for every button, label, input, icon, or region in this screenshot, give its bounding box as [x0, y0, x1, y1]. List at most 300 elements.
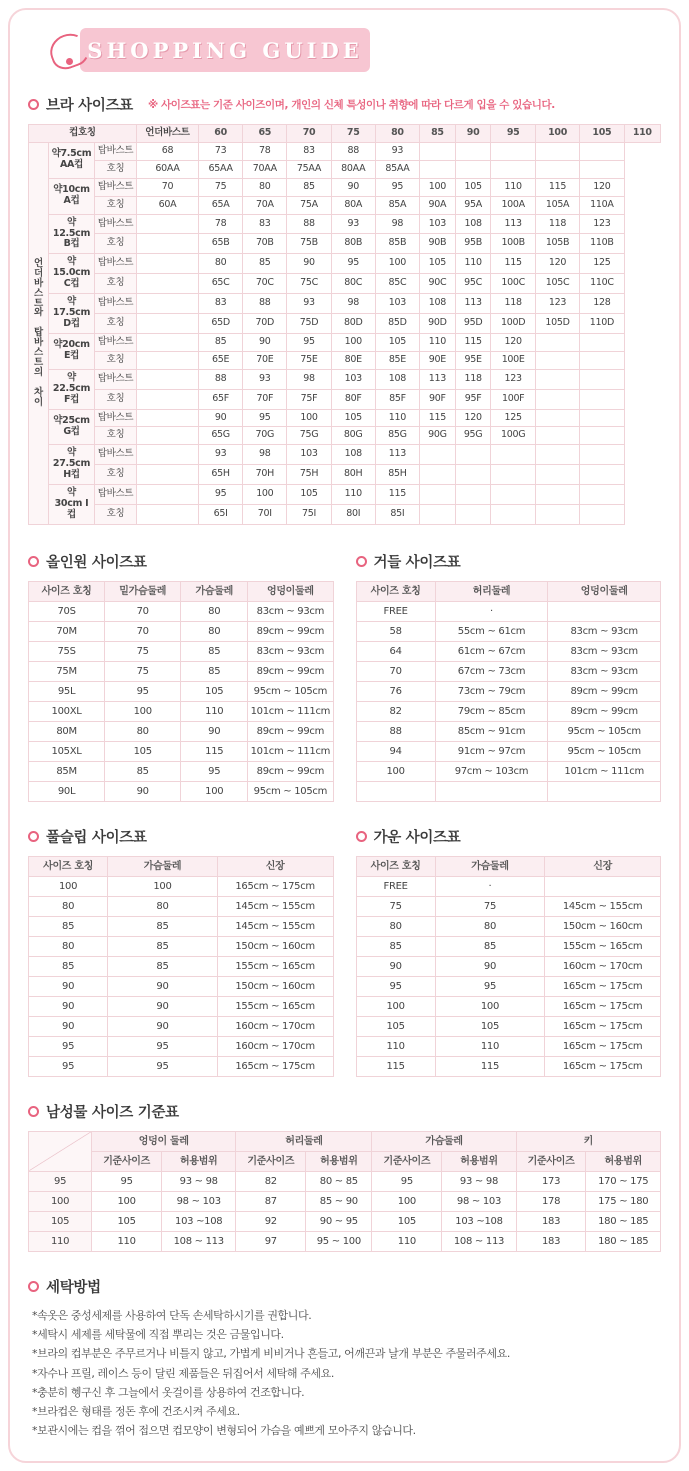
topbust-value-cell: 113 [420, 369, 456, 389]
table-cell [548, 781, 661, 801]
table-cell: 95 [108, 1036, 218, 1056]
cup-label-cell: 약17.5cm D컵 [49, 294, 95, 334]
topbust-value-cell: 118 [535, 214, 579, 234]
table-cell: 95cm ~ 105cm [548, 721, 661, 741]
table-cell: 110 [356, 1036, 435, 1056]
topbust-value-cell: 95 [375, 178, 419, 196]
table-cell: 95cm ~ 105cm [248, 781, 333, 801]
code-value-cell [580, 505, 624, 525]
table-row [29, 125, 661, 143]
table-cell: 101cm ~ 111cm [248, 701, 333, 721]
table-cell: 89cm ~ 99cm [248, 621, 333, 641]
code-value-cell [137, 427, 199, 445]
table-cell: 180 ~ 185 [586, 1231, 661, 1251]
bra-size-section [28, 94, 661, 525]
topbust-value-cell [580, 485, 624, 505]
code-label-cell: 호칭 [95, 427, 137, 445]
table-cell: 90 [435, 956, 545, 976]
topbust-value-cell: 103 [420, 214, 456, 234]
table-cell [435, 781, 548, 801]
sub-header: 기준사이즈 [516, 1151, 586, 1171]
girdle-title: 거들 사이즈표 [373, 554, 461, 571]
table-cell: 90 [181, 721, 248, 741]
code-value-cell: 75B [287, 234, 331, 254]
table-header-row [29, 856, 334, 876]
table-cell: 87 [236, 1191, 306, 1211]
table-cell: 91cm ~ 97cm [435, 741, 548, 761]
table-row [29, 1191, 661, 1211]
bra-size-title: 브라 사이즈표 [46, 98, 133, 114]
table-cell: 160cm ~ 170cm [545, 956, 661, 976]
topbust-label-cell: 탑바스트 [95, 254, 137, 274]
code-value-cell: 90E [420, 351, 456, 369]
table-row [29, 160, 661, 178]
table-cell: 85 [108, 916, 218, 936]
topbust-value-cell: 78 [243, 142, 287, 160]
topbust-value-cell [137, 333, 199, 351]
topbust-value-cell: 85 [243, 254, 287, 274]
code-value-cell: 85G [375, 427, 419, 445]
table-row [29, 369, 661, 389]
topbust-value-cell: 100 [420, 178, 456, 196]
code-label-cell: 호칭 [95, 505, 137, 525]
code-value-cell: 95C [455, 274, 491, 294]
table-cell [545, 876, 661, 896]
table-row [29, 294, 661, 314]
table-cell: 80 [435, 916, 545, 936]
code-value-cell [491, 160, 535, 178]
table-cell: 80 [29, 896, 108, 916]
table-cell: 100 [92, 1191, 162, 1211]
table-header-row [356, 856, 661, 876]
topbust-value-cell [535, 333, 579, 351]
code-value-cell: 85A [375, 196, 419, 214]
table-row [29, 761, 334, 781]
table-row [29, 876, 334, 896]
code-value-cell: 75E [287, 351, 331, 369]
table-cell: 80 ~ 85 [306, 1171, 372, 1191]
table-row [29, 996, 334, 1016]
wash-section [28, 1276, 661, 1441]
table-cell: 80 [181, 601, 248, 621]
table-cell: 165cm ~ 175cm [545, 996, 661, 1016]
code-value-cell [580, 351, 624, 369]
table-row [29, 254, 661, 274]
table-cell: 90 [356, 956, 435, 976]
table-cell: 145cm ~ 155cm [217, 896, 333, 916]
table-row [29, 445, 661, 465]
code-value-cell [455, 465, 491, 485]
code-value-cell [580, 427, 624, 445]
code-label-cell: 호칭 [95, 160, 137, 178]
table-row [29, 956, 334, 976]
column-header: 사이즈 호칭 [29, 856, 108, 876]
code-value-cell: 80I [331, 505, 375, 525]
table-cell: 80 [181, 621, 248, 641]
bust-size-header: 85 [420, 125, 456, 143]
code-value-cell: 100E [491, 351, 535, 369]
code-value-cell [535, 160, 579, 178]
topbust-label-cell: 탑바스트 [95, 485, 137, 505]
topbust-value-cell: 90 [331, 178, 375, 196]
code-value-cell: 80H [331, 465, 375, 485]
table-cell: 110 [372, 1231, 442, 1251]
topbust-value-cell: 105 [455, 178, 491, 196]
wash-heading [28, 1276, 661, 1297]
table-cell: 115 [356, 1056, 435, 1076]
code-value-cell: 70H [243, 465, 287, 485]
table-cell: 88 [356, 721, 435, 741]
table-cell: 145cm ~ 155cm [545, 896, 661, 916]
bra-size-table [28, 124, 661, 525]
code-value-cell: 85D [375, 314, 419, 334]
cup-label-cell: 약27.5cm H컵 [49, 445, 95, 485]
table-cell: 70 [105, 621, 181, 641]
table-cell: 83cm ~ 93cm [548, 621, 661, 641]
topbust-value-cell: 115 [491, 254, 535, 274]
table-cell: 90 ~ 95 [306, 1211, 372, 1231]
topbust-value-cell: 123 [580, 214, 624, 234]
bullet-circle-icon [28, 1281, 39, 1292]
table-cell: 90 [105, 781, 181, 801]
code-value-cell: 90D [420, 314, 456, 334]
table-row [356, 641, 661, 661]
table-cell: 85 [181, 641, 248, 661]
code-value-cell [580, 160, 624, 178]
sub-header: 기준사이즈 [236, 1151, 306, 1171]
wash-instruction-list [32, 1306, 661, 1441]
table-cell: 83cm ~ 93cm [548, 661, 661, 681]
topbust-value-cell: 108 [375, 369, 419, 389]
code-value-cell: 65A [199, 196, 243, 214]
code-value-cell: 105D [535, 314, 579, 334]
table-cell: 155cm ~ 165cm [217, 996, 333, 1016]
table-row [29, 601, 334, 621]
topbust-value-cell [535, 142, 579, 160]
topbust-value-cell [420, 445, 456, 465]
table-row [356, 1016, 661, 1036]
topbust-value-cell: 113 [491, 214, 535, 234]
topbust-value-cell [455, 445, 491, 465]
table-cell: 98 ~ 103 [162, 1191, 236, 1211]
table-cell: 61cm ~ 67cm [435, 641, 548, 661]
code-value-cell [580, 465, 624, 485]
code-value-cell [137, 274, 199, 294]
topbust-label-cell: 탑바스트 [95, 142, 137, 160]
code-value-cell: 65F [199, 389, 243, 409]
table-cell: 105 [356, 1016, 435, 1036]
table-header-row [29, 1131, 661, 1151]
table-cell: 115 [181, 741, 248, 761]
table-row [29, 916, 334, 936]
fullslip-heading [28, 826, 334, 847]
topbust-value-cell: 80 [199, 254, 243, 274]
table-cell: 97cm ~ 103cm [435, 761, 548, 781]
sub-header: 허용범위 [306, 1151, 372, 1171]
code-value-cell: 95G [455, 427, 491, 445]
wash-title: 세탁방법 [46, 1279, 101, 1296]
topbust-value-cell: 120 [580, 178, 624, 196]
table-cell: 89cm ~ 99cm [548, 701, 661, 721]
topbust-value-cell: 95 [331, 254, 375, 274]
vertical-axis-label: 언 더 바 스 트 와 탑 바 스 트 의 차 이 [29, 142, 49, 524]
code-value-cell: 70C [243, 274, 287, 294]
code-value-cell: 105C [535, 274, 579, 294]
code-value-cell [535, 505, 579, 525]
topbust-value-cell: 83 [243, 214, 287, 234]
code-value-cell: 90B [420, 234, 456, 254]
table-cell: 55cm ~ 61cm [435, 621, 548, 641]
table-cell: 70S [29, 601, 105, 621]
topbust-value-cell [580, 333, 624, 351]
topbust-value-cell [535, 485, 579, 505]
topbust-value-cell: 110 [420, 333, 456, 351]
column-header: 가슴둘레 [435, 856, 545, 876]
column-header: 사이즈 호칭 [356, 581, 435, 601]
allinone-section [28, 551, 334, 802]
code-value-cell: 90C [420, 274, 456, 294]
cup-label-cell: 약15.0cm C컵 [49, 254, 95, 294]
table-cell: 80 [108, 896, 218, 916]
bullet-circle-icon [28, 831, 39, 842]
code-value-cell: 70A [243, 196, 287, 214]
table-cell: 85 [435, 936, 545, 956]
code-value-cell: 90F [420, 389, 456, 409]
table-cell: 89cm ~ 99cm [248, 761, 333, 781]
table-cell: 85 [108, 936, 218, 956]
table-row [29, 485, 661, 505]
table-cell: 110 [181, 701, 248, 721]
table-cell: 83cm ~ 93cm [248, 601, 333, 621]
topbust-label-cell: 탑바스트 [95, 409, 137, 427]
table-cell: 175 ~ 180 [586, 1191, 661, 1211]
table-cell: 64 [356, 641, 435, 661]
table-row [29, 234, 661, 254]
table-row [29, 142, 661, 160]
code-value-cell: 105B [535, 234, 579, 254]
topbust-value-cell: 95 [243, 409, 287, 427]
table-cell: 95cm ~ 105cm [248, 681, 333, 701]
topbust-value-cell [420, 485, 456, 505]
column-header: 가슴둘레 [108, 856, 218, 876]
topbust-value-cell: 93 [287, 294, 331, 314]
code-value-cell: 75I [287, 505, 331, 525]
table-row [29, 781, 334, 801]
code-value-cell [137, 505, 199, 525]
table-row [29, 976, 334, 996]
code-value-cell [535, 389, 579, 409]
girdle-heading [356, 551, 662, 572]
code-value-cell: 80E [331, 351, 375, 369]
sub-header: 허용범위 [162, 1151, 236, 1171]
table-row [356, 661, 661, 681]
table-cell: 85 [181, 661, 248, 681]
table-cell: 82 [356, 701, 435, 721]
table-cell: 83cm ~ 93cm [248, 641, 333, 661]
gown-title: 가운 사이즈표 [373, 829, 461, 846]
table-row [356, 1036, 661, 1056]
table-row [29, 214, 661, 234]
code-label-cell: 호칭 [95, 234, 137, 254]
table-cell: 105 [372, 1211, 442, 1231]
code-value-cell: 85AA [375, 160, 419, 178]
group-header: 엉덩이 둘레 [92, 1131, 236, 1151]
topbust-value-cell: 110 [491, 178, 535, 196]
topbust-value-cell: 113 [375, 445, 419, 465]
table-cell: 105 [435, 1016, 545, 1036]
topbust-value-cell: 90 [287, 254, 331, 274]
topbust-value-cell [580, 445, 624, 465]
list-item: *자수나 프릴, 레이스 등이 달린 제품들은 뒤집어서 세탁해 주세요. [32, 1366, 334, 1380]
code-value-cell: 70G [243, 427, 287, 445]
table-cell: 93 ~ 98 [162, 1171, 236, 1191]
code-value-cell [580, 389, 624, 409]
column-header: 신장 [217, 856, 333, 876]
topbust-value-cell: 98 [375, 214, 419, 234]
table-row [29, 505, 661, 525]
table-cell: 160cm ~ 170cm [217, 1016, 333, 1036]
code-value-cell: 70AA [243, 160, 287, 178]
topbust-value-cell: 98 [243, 445, 287, 465]
topbust-value-cell [137, 369, 199, 389]
table-row [356, 621, 661, 641]
code-value-cell: 90G [420, 427, 456, 445]
table-cell: 80 [356, 916, 435, 936]
topbust-value-cell: 100 [331, 333, 375, 351]
table-cell: 75 [356, 896, 435, 916]
table-cell: 100 [372, 1191, 442, 1211]
code-value-cell: 95B [455, 234, 491, 254]
table-cell: 85cm ~ 91cm [435, 721, 548, 741]
allinone-girdle-row [28, 551, 661, 802]
code-value-cell: 65D [199, 314, 243, 334]
topbust-value-cell: 105 [375, 333, 419, 351]
table-cell: 105 [29, 1211, 92, 1231]
list-item: *브라의 컵부분은 주무르거나 비틀지 않고, 가볍게 비비거나 흔들고, 어깨끈과 날개 부분은 주물러주세요. [32, 1347, 510, 1361]
topbust-label-cell: 탑바스트 [95, 445, 137, 465]
topbust-value-cell: 100 [375, 254, 419, 274]
code-value-cell: 110C [580, 274, 624, 294]
table-cell: 85 [29, 916, 108, 936]
table-cell: 85 [29, 956, 108, 976]
list-item: *세탁시 세제를 세탁물에 직접 뿌리는 것은 금물입니다. [32, 1328, 284, 1342]
code-value-cell: 65C [199, 274, 243, 294]
cup-label-cell: 약 30cm I컵 [49, 485, 95, 525]
table-row [356, 936, 661, 956]
column-header: 가슴둘레 [181, 581, 248, 601]
table-row [29, 178, 661, 196]
table-cell: 110 [435, 1036, 545, 1056]
code-value-cell: 80D [331, 314, 375, 334]
code-value-cell: 90A [420, 196, 456, 214]
table-row [29, 896, 334, 916]
table-cell: 100 [181, 781, 248, 801]
topbust-value-cell: 85 [287, 178, 331, 196]
table-cell: 105XL [29, 741, 105, 761]
underbust-header-cell: 언더바스트 [137, 125, 199, 143]
code-value-cell: 95A [455, 196, 491, 214]
cup-label-cell: 약25cm G컵 [49, 409, 95, 445]
code-value-cell: 65H [199, 465, 243, 485]
girdle-size-table [356, 581, 662, 802]
code-value-cell: 70E [243, 351, 287, 369]
table-cell: 105 [105, 741, 181, 761]
topbust-value-cell [491, 445, 535, 465]
table-cell: 150cm ~ 160cm [217, 976, 333, 996]
bullet-circle-icon [28, 556, 39, 567]
topbust-value-cell: 105 [331, 409, 375, 427]
table-cell: 105 [92, 1211, 162, 1231]
code-value-cell: 80C [331, 274, 375, 294]
code-value-cell: 75A [287, 196, 331, 214]
table-cell: 95 ~ 100 [306, 1231, 372, 1251]
table-cell: 95 [92, 1171, 162, 1191]
code-value-cell [137, 351, 199, 369]
table-row [356, 601, 661, 621]
code-value-cell: 75G [287, 427, 331, 445]
bust-size-header: 65 [243, 125, 287, 143]
table-cell: 85 ~ 90 [306, 1191, 372, 1211]
table-cell: 178 [516, 1191, 586, 1211]
topbust-value-cell: 110 [331, 485, 375, 505]
table-cell: 75S [29, 641, 105, 661]
banner-title: SHOPPING GUIDE [87, 37, 363, 63]
topbust-value-cell: 83 [287, 142, 331, 160]
fullslip-size-table [28, 856, 334, 1077]
code-value-cell: 70F [243, 389, 287, 409]
bust-size-header: 95 [491, 125, 535, 143]
table-cell: 95 [356, 976, 435, 996]
code-value-cell [137, 389, 199, 409]
table-row [29, 351, 661, 369]
topbust-value-cell [137, 485, 199, 505]
table-row [356, 1056, 661, 1076]
cup-label-cell: 약20cm E컵 [49, 333, 95, 369]
table-cell: 165cm ~ 175cm [545, 976, 661, 996]
table-cell: 93 ~ 98 [442, 1171, 516, 1191]
table-cell: FREE [356, 601, 435, 621]
list-item: *브라컵은 형태를 정돈 후에 건조시켜 주세요. [32, 1405, 240, 1419]
table-row [29, 389, 661, 409]
gown-size-table [356, 856, 662, 1077]
table-cell: 73cm ~ 79cm [435, 681, 548, 701]
table-row [356, 701, 661, 721]
topbust-value-cell: 115 [535, 178, 579, 196]
bullet-circle-icon [28, 1106, 39, 1117]
table-cell: 95 [29, 1036, 108, 1056]
code-value-cell [455, 160, 491, 178]
allinone-heading [28, 551, 334, 572]
topbust-value-cell [580, 142, 624, 160]
table-cell: 89cm ~ 99cm [248, 721, 333, 741]
topbust-value-cell: 88 [331, 142, 375, 160]
column-header: 엉덩이둘레 [248, 581, 333, 601]
table-cell: 95cm ~ 105cm [548, 741, 661, 761]
table-cell: 101cm ~ 111cm [548, 761, 661, 781]
code-value-cell: 85F [375, 389, 419, 409]
table-cell: 98 ~ 103 [442, 1191, 516, 1211]
code-value-cell: 70D [243, 314, 287, 334]
code-value-cell: 65I [199, 505, 243, 525]
table-row [29, 196, 661, 214]
column-header: 사이즈 호칭 [356, 856, 435, 876]
table-cell: 90 [108, 976, 218, 996]
code-value-cell: 80B [331, 234, 375, 254]
topbust-value-cell [455, 142, 491, 160]
code-value-cell: 85B [375, 234, 419, 254]
table-cell: 100 [105, 701, 181, 721]
table-cell: 75M [29, 661, 105, 681]
